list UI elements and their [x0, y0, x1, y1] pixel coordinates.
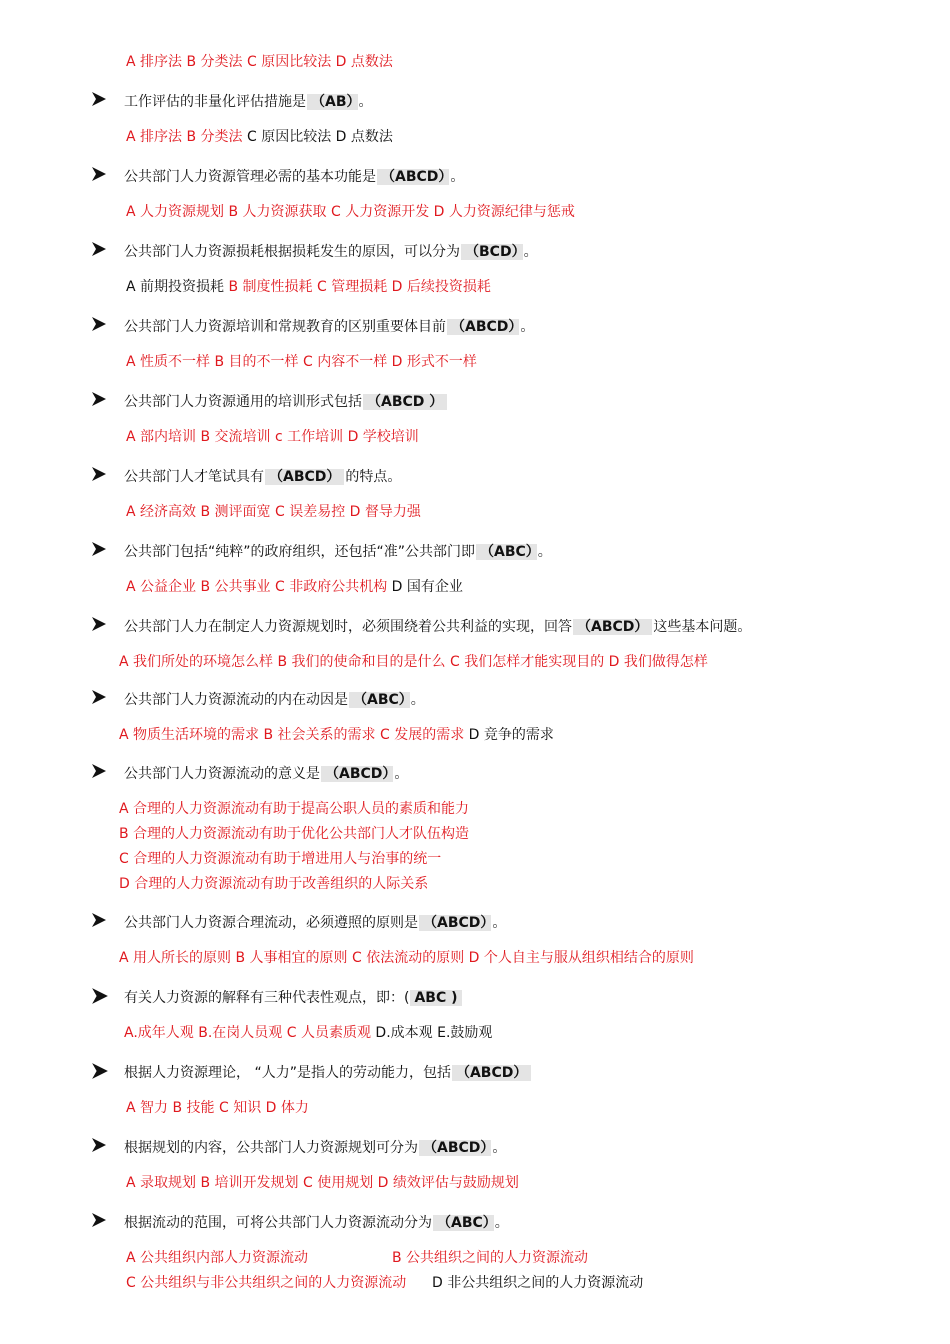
question-text: 公共部门人力资源合理流动，必须遵照的原则是 — [124, 915, 418, 931]
option-text: D 国有企业 — [387, 579, 463, 595]
question-text: 公共部门人力资源损耗根据损耗发生的原因，可以分为 — [124, 244, 460, 260]
question-text: 公共部门人力在制定人力资源规划时，必须围绕着公共利益的实现，回答 — [124, 619, 572, 635]
answer-key: （ABC） — [349, 692, 410, 708]
question-suffix: 。 — [358, 94, 373, 110]
option-text: A 物质生活环境的需求 B 社会关系的需求 C 发展的需求 — [119, 727, 469, 743]
option-line — [126, 1248, 308, 1268]
question-line — [124, 467, 401, 487]
question-line — [124, 1138, 506, 1158]
question-line — [124, 167, 464, 187]
question-suffix: 。 — [394, 766, 409, 782]
option-text: C 原因比较法 D 点数法 — [242, 129, 393, 145]
answer-key: （ABCD） — [447, 319, 519, 335]
question-suffix: 。 — [494, 1215, 509, 1231]
arrowhead-bullet-icon — [91, 466, 107, 482]
question-text: 根据流动的范围，可将公共部门人力资源流动分为 — [124, 1215, 432, 1231]
option-line — [126, 127, 393, 147]
question-line — [124, 317, 534, 337]
answer-key: （ABCD） — [419, 1140, 491, 1156]
answer-key: （ABC） — [433, 1215, 494, 1231]
option-text: A 经济高效 B 测评面宽 C 误差易控 D 督导力强 — [126, 504, 421, 520]
question-text: 根据规划的内容，公共部门人力资源规划可分为 — [124, 1140, 418, 1156]
arrowhead-bullet-icon — [91, 1062, 107, 1078]
answer-key: （ABCD） — [419, 915, 491, 931]
question-text: 公共部门人力资源通用的培训形式包括 — [124, 394, 362, 410]
question-text: 根据人力资源理论， “人力”是指人的劳动能力，包括 — [124, 1065, 451, 1081]
question-suffix: 。 — [492, 915, 507, 931]
option-text: A 人力资源规划 B 人力资源获取 C 人力资源开发 D 人力资源纪律与惩戒 — [126, 204, 575, 220]
option-text: A 公共组织内部人力资源流动 — [126, 1250, 309, 1266]
question-suffix: 这些基本问题。 — [653, 619, 752, 635]
option-line — [126, 352, 477, 372]
question-line — [124, 988, 463, 1008]
option-line — [119, 948, 694, 968]
arrowhead-bullet-icon — [91, 763, 107, 779]
option-line — [126, 52, 393, 72]
answer-key: （ABCD ） — [363, 394, 447, 410]
answer-key: （AB） — [307, 94, 358, 110]
question-text: 公共部门人力资源管理必需的基本功能是 — [124, 169, 376, 185]
arrowhead-bullet-icon — [91, 241, 107, 257]
option-line — [126, 1273, 406, 1293]
option-text: D 合理的人力资源流动有助于改善组织的人际关系 — [119, 876, 429, 892]
option-text: A 部内培训 B 交流培训 c 工作培训 D 学校培训 — [126, 429, 419, 445]
option-text: A 用人所长的原则 B 人事相宜的原则 C 依法流动的原则 D 个人自主与服从组织相结合的原则 — [119, 950, 694, 966]
arrowhead-bullet-icon — [91, 316, 107, 332]
option-text: D 非公共组织之间的人力资源流动 — [432, 1275, 644, 1291]
answer-key: （BCD） — [461, 244, 523, 260]
question-suffix: 。 — [520, 319, 535, 335]
arrowhead-bullet-icon — [91, 1212, 107, 1228]
answer-key: ABC ) — [410, 990, 461, 1006]
option-line — [119, 824, 469, 844]
arrowhead-bullet-icon — [91, 616, 107, 632]
option-text: A 性质不一样 B 目的不一样 C 内容不一样 D 形式不一样 — [126, 354, 477, 370]
question-line — [124, 913, 506, 933]
option-line — [124, 1023, 492, 1043]
arrowhead-bullet-icon — [91, 541, 107, 557]
option-text: B 合理的人力资源流动有助于优化公共部门人才队伍构造 — [119, 826, 470, 842]
question-text: 公共部门人力资源培训和常规教育的区别重要体目前 — [124, 319, 446, 335]
question-suffix: 的特点。 — [345, 469, 402, 485]
question-line — [124, 242, 538, 262]
question-text: 公共部门人才笔试具有 — [124, 469, 264, 485]
option-text: A 公益企业 B 公共事业 C 非政府公共机构 — [126, 579, 388, 595]
answer-key: （ABCD） — [321, 766, 393, 782]
question-text: 有关人力资源的解释有三种代表性观点，即：( — [124, 990, 410, 1006]
arrowhead-bullet-icon — [91, 987, 107, 1003]
option-line — [119, 652, 708, 672]
option-line — [119, 849, 441, 869]
arrowhead-bullet-icon — [91, 912, 107, 928]
option-text: A 排序法 B 分类法 C 原因比较法 D 点数法 — [126, 54, 393, 70]
question-text: 工作评估的非量化评估措施是 — [124, 94, 306, 110]
option-line — [126, 202, 575, 222]
option-text: A 合理的人力资源流动有助于提高公职人员的素质和能力 — [119, 801, 470, 817]
answer-key: （ABCD） — [265, 469, 344, 485]
option-line — [126, 277, 491, 297]
question-suffix: 。 — [492, 1140, 507, 1156]
option-text: A 我们所处的环境怎么样 B 我们的使命和目的是什么 C 我们怎样才能实现目的 D 我们做得怎样 — [119, 654, 708, 670]
question-text: 公共部门包括“纯粹”的政府组织，还包括“准”公共部门即 — [124, 544, 476, 560]
arrowhead-bullet-icon — [91, 91, 107, 107]
question-suffix: 。 — [523, 244, 538, 260]
arrowhead-bullet-icon — [91, 166, 107, 182]
option-text: A 前期投资损耗 — [126, 279, 229, 295]
answer-key: （ABCD） — [573, 619, 652, 635]
option-line — [119, 725, 554, 745]
question-line — [124, 392, 448, 412]
question-suffix: 。 — [450, 169, 465, 185]
option-text: A 智力 B 技能 C 知识 D 体力 — [126, 1100, 309, 1116]
option-line — [126, 1173, 519, 1193]
answer-key: （ABC） — [476, 544, 537, 560]
question-line — [124, 92, 373, 112]
question-text: 公共部门人力资源流动的意义是 — [124, 766, 320, 782]
answer-key: （ABCD） — [377, 169, 449, 185]
option-text: B 制度性损耗 C 管理损耗 D 后续投资损耗 — [228, 279, 491, 295]
option-text: B 公共组织之间的人力资源流动 — [392, 1250, 589, 1266]
arrowhead-bullet-icon — [91, 1137, 107, 1153]
question-suffix: 。 — [410, 692, 425, 708]
question-line — [124, 690, 425, 710]
question-line — [124, 764, 408, 784]
option-line — [126, 577, 463, 597]
question-line — [124, 617, 751, 637]
question-text: 公共部门人力资源流动的内在动因是 — [124, 692, 348, 708]
option-line — [119, 874, 428, 894]
arrowhead-bullet-icon — [91, 689, 107, 705]
option-text: A 录取规划 B 培训开发规划 C 使用规划 D 绩效评估与鼓励规划 — [126, 1175, 519, 1191]
answer-key: （ABCD） — [452, 1065, 531, 1081]
option-text: A.成年人观 B.在岗人员观 C 人员素质观 — [124, 1025, 376, 1041]
option-text: D.成本观 E.鼓励观 — [375, 1025, 493, 1041]
option-line — [126, 502, 421, 522]
question-line — [124, 1063, 532, 1083]
arrowhead-bullet-icon — [91, 391, 107, 407]
option-text: D 竞争的需求 — [468, 727, 554, 743]
question-suffix: 。 — [537, 544, 552, 560]
option-line — [126, 427, 419, 447]
option-line — [126, 1098, 309, 1118]
question-line — [124, 1213, 509, 1233]
option-text: C 公共组织与非公共组织之间的人力资源流动 — [126, 1275, 407, 1291]
question-line — [124, 542, 552, 562]
option-line — [432, 1273, 643, 1293]
option-text: A 排序法 B 分类法 — [126, 129, 243, 145]
option-line — [392, 1248, 588, 1268]
option-line — [119, 799, 469, 819]
option-text: C 合理的人力资源流动有助于增进用人与治事的统一 — [119, 851, 442, 867]
